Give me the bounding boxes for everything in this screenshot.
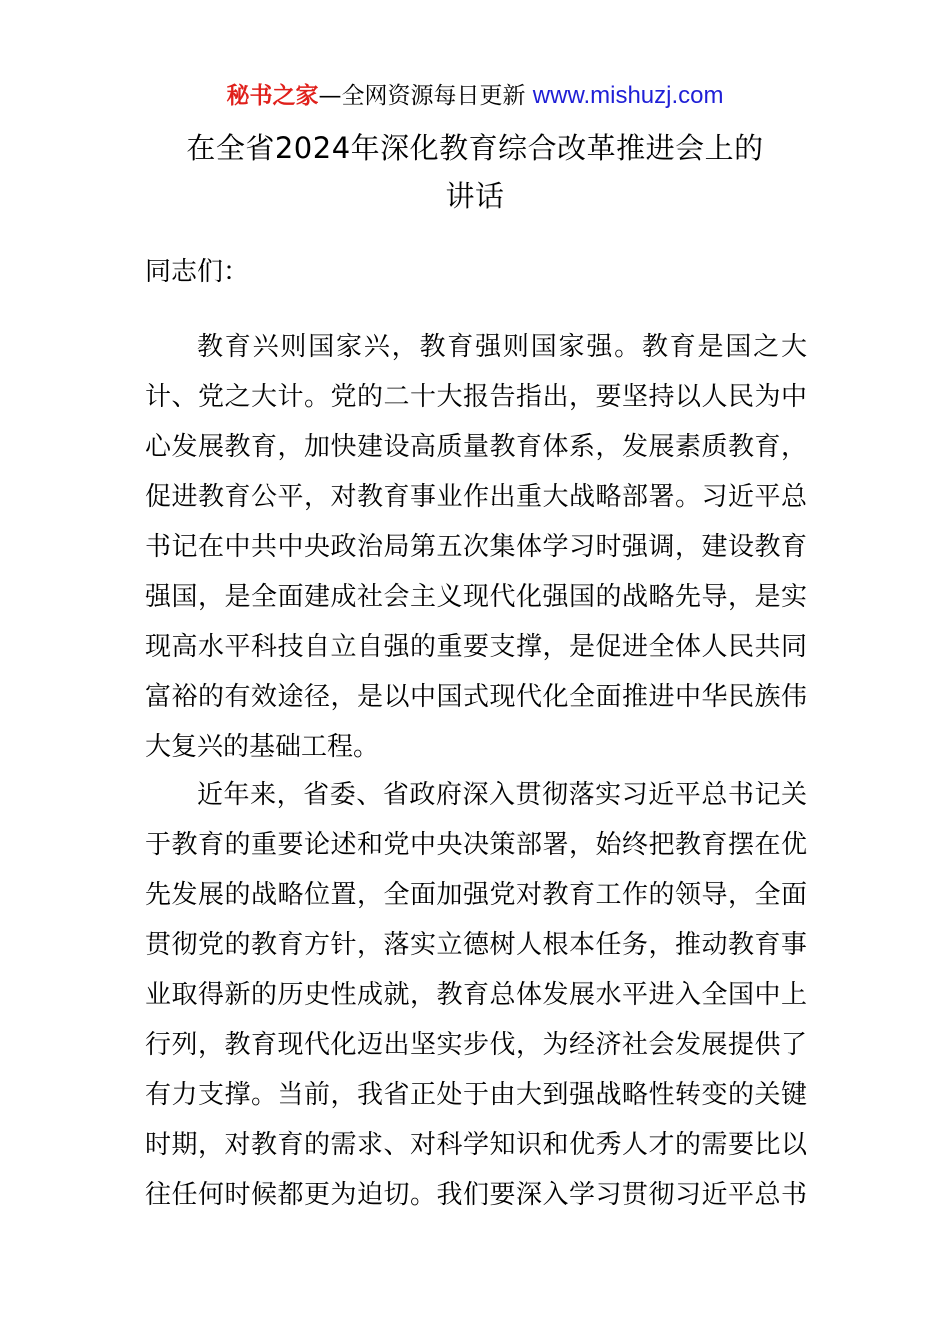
site-brand: 秘书之家 (226, 83, 319, 109)
paragraph-line: 于教育的重要论述和党中央决策部署，始终把教育摆在优 (145, 830, 807, 860)
paragraph-line: 行列，教育现代化迈出坚实步伐，为经济社会发展提供了 (145, 1030, 807, 1060)
document-title (145, 124, 805, 220)
paragraph-line: 强国，是全面建成社会主义现代化强国的战略先导，是实 (145, 582, 807, 612)
paragraph-line: 近年来，省委、省政府深入贯彻落实习近平总书记关 (197, 780, 807, 810)
paragraph-line: 贯彻党的教育方针，落实立德树人根本任务，推动教育事 (145, 930, 807, 960)
paragraph-line: 业取得新的历史性成就，教育总体发展水平进入全国中上 (145, 980, 807, 1010)
paragraph-line: 计、党之大计。党的二十大报告指出，要坚持以人民为中 (145, 382, 807, 412)
paragraph-line: 现高水平科技自立自强的重要支撑，是促进全体人民共同 (145, 632, 807, 662)
site-tagline: —全网资源每日更新 (318, 83, 526, 109)
paragraph-2 (145, 770, 807, 1220)
paragraph-line: 促进教育公平，对教育事业作出重大战略部署。习近平总 (145, 482, 807, 512)
greeting: 同志们： (145, 257, 250, 287)
title-line-1: 在全省2024年深化教育综合改革推进会上的 (186, 131, 764, 165)
title-line-2: 讲话 (445, 179, 505, 213)
paragraph-line: 往任何时候都更为迫切。我们要深入学习贯彻习近平总书 (145, 1180, 807, 1210)
paragraph-line: 书记在中共中央政治局第五次集体学习时强调，建设教育 (145, 532, 807, 562)
paragraph-line: 时期，对教育的需求、对科学知识和优秀人才的需要比以 (145, 1130, 807, 1160)
paragraph-line: 有力支撑。当前，我省正处于由大到强战略性转变的关键 (145, 1080, 807, 1110)
paragraph-line: 富裕的有效途径，是以中国式现代化全面推进中华民族伟 (145, 682, 807, 712)
paragraph-line: 先发展的战略位置，全面加强党对教育工作的领导，全面 (145, 880, 807, 910)
paragraph-line: 心发展教育，加快建设高质量教育体系，发展素质教育， (145, 432, 807, 462)
paragraph-line: 教育兴则国家兴，教育强则国家强。教育是国之大 (197, 332, 807, 362)
site-url-link[interactable]: www.mishuzj.com (532, 82, 724, 109)
site-header (0, 80, 950, 112)
paragraph-1 (145, 322, 807, 772)
paragraph-line: 大复兴的基础工程。 (145, 732, 380, 762)
